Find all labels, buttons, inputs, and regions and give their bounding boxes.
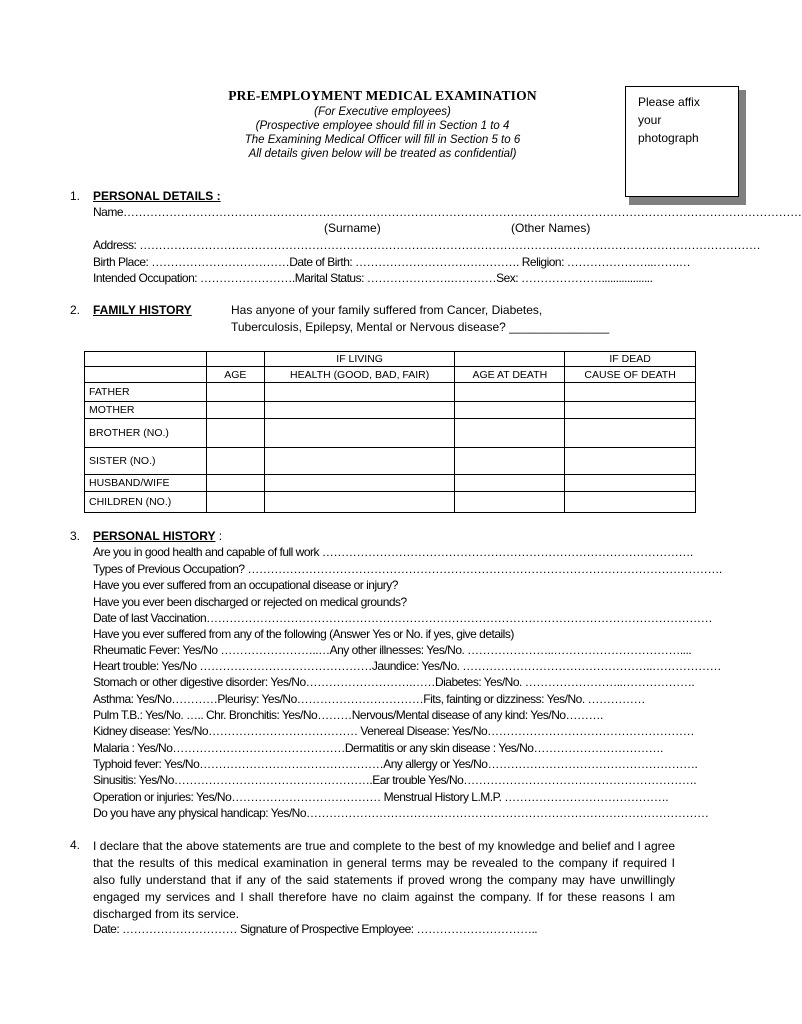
section-title-suffix: :: [215, 529, 223, 543]
table-input-cell[interactable]: [206, 383, 264, 402]
document-header: [180, 88, 585, 161]
history-line[interactable]: Kidney disease: Yes/No………………………………… Venereal Disease: Yes/No………………………………………………: [93, 724, 695, 738]
row-label: FATHER: [85, 383, 207, 402]
if-dead-header: IF DEAD: [565, 352, 696, 367]
table-input-cell[interactable]: [565, 492, 696, 513]
table-input-cell[interactable]: [455, 492, 565, 513]
photo-box-line: photograph: [638, 131, 699, 145]
history-line[interactable]: Are you in good health and capable of full work …………………………………………………………………………………….: [93, 545, 693, 559]
history-line[interactable]: Sinusitis: Yes/No…………………………………………….Ear trouble Yes/No…………………………………………………….: [93, 773, 697, 787]
table-row: [85, 492, 696, 513]
history-line[interactable]: Asthma: Yes/No…………Pleurisy: Yes/No……………………………Fits, fainting or dizziness: Yes/No. ……………: [93, 692, 646, 706]
photo-box-line: your: [638, 113, 662, 127]
if-living-header: IF LIVING: [264, 352, 455, 367]
table-input-cell[interactable]: [565, 402, 696, 419]
history-line[interactable]: Typhoid fever: Yes/No…………………………………………Any allergy or Yes/No……………………………………………….: [93, 757, 698, 771]
table-input-cell[interactable]: [455, 383, 565, 402]
occupation-status-field[interactable]: Intended Occupation: …………………….Marital Status: ………………….…………Sex: …………………..................: [93, 271, 653, 285]
name-field[interactable]: Name……………………………………………………………………………………………………………………………………………………………: [93, 205, 802, 219]
family-history-question: Has anyone of your family suffered from Cancer, Diabetes,: [231, 303, 543, 317]
history-line[interactable]: Operation or injuries: Yes/No………………………………… Menstrual History L.M.P. …………………………………….: [93, 790, 669, 804]
table-row: [85, 402, 696, 419]
table-input-cell[interactable]: [206, 448, 264, 475]
photo-box-line: Please affix: [638, 95, 700, 109]
table-row: [85, 475, 696, 492]
table-input-cell[interactable]: [565, 475, 696, 492]
history-line[interactable]: Heart trouble: Yes/No ………………………………………Jaundice: Yes/No. …………………………………………..………………: [93, 659, 721, 673]
subtitle-line: The Examining Medical Officer will fill in Section 5 to 6: [244, 134, 521, 146]
section-title-family-history: FAMILY HISTORY: [93, 303, 192, 317]
table-input-cell[interactable]: [565, 419, 696, 448]
date-signature-field[interactable]: Date: ………………………… Signature of Prospective Employee: …………………………..: [93, 922, 538, 936]
table-input-cell[interactable]: [264, 383, 455, 402]
photo-box: [625, 86, 739, 197]
declaration-text: I declare that the above statements are true and complete to the best of my knowledge and belief and I agree that the results of this medical examination in general terms may be revealed to the company if required I also fully understand that if any of the said statements if proved wrong the company may have unwillingly engaged my services and I shall therefore have no claim against the company. If for these reasons I am discharged from its service.: [93, 839, 675, 921]
table-cell: [85, 367, 207, 383]
table-header-row: [85, 352, 696, 367]
subtitle-line: (For Executive employees): [314, 106, 451, 118]
table-input-cell[interactable]: [455, 419, 565, 448]
history-line[interactable]: Types of Previous Occupation? …………………………………………………………………………………………………………….: [93, 562, 722, 576]
section-number: 3.: [70, 529, 81, 543]
table-input-cell[interactable]: [264, 402, 455, 419]
history-line[interactable]: Have you ever been discharged or rejected on medical grounds?: [93, 595, 407, 609]
history-line[interactable]: Malaria : Yes/No………………………………………Dermatitis or any skin disease : Yes/No…………………………….: [93, 741, 663, 755]
table-cell: [206, 352, 264, 367]
family-history-table: [84, 351, 696, 513]
table-row: [85, 383, 696, 402]
history-line[interactable]: Do you have any physical handicap: Yes/No……………………………………………………………………………………………: [93, 806, 709, 820]
table-input-cell[interactable]: [565, 383, 696, 402]
table-input-cell[interactable]: [565, 448, 696, 475]
table-input-cell[interactable]: [264, 492, 455, 513]
history-line[interactable]: Stomach or other digestive disorder: Yes/No……………………….……Diabetes: Yes/No. ……………………..……………….: [93, 675, 695, 689]
table-input-cell[interactable]: [455, 402, 565, 419]
document-title: PRE-EMPLOYMENT MEDICAL EXAMINATION: [228, 88, 537, 103]
row-label: MOTHER: [85, 402, 207, 419]
row-label: SISTER (NO.): [85, 448, 207, 475]
table-input-cell[interactable]: [455, 475, 565, 492]
table-input-cell[interactable]: [206, 475, 264, 492]
history-line[interactable]: Date of last Vaccination……………………………………………………………………………………………………………………: [93, 611, 713, 625]
section-number: 1.: [70, 189, 81, 203]
table-header-row: [85, 367, 696, 383]
table-input-cell[interactable]: [206, 419, 264, 448]
subtitle-line: (Prospective employee should fill in Section 1 to 4: [255, 120, 510, 132]
section-title-text: PERSONAL HISTORY: [93, 529, 216, 543]
column-header: AGE: [206, 367, 264, 383]
history-line[interactable]: Pulm T.B.: Yes/No. ….. Chr. Bronchitis: Yes/No………Nervous/Mental disease of any kind: Yes/No……….: [93, 708, 603, 722]
table-input-cell[interactable]: [264, 475, 455, 492]
table-input-cell[interactable]: [264, 448, 455, 475]
section-number: 4.: [70, 838, 81, 852]
column-header: AGE AT DEATH: [455, 367, 565, 383]
table-input-cell[interactable]: [455, 448, 565, 475]
other-names-label: (Other Names): [511, 221, 591, 235]
row-label: CHILDREN (NO.): [85, 492, 207, 513]
table-row: [85, 448, 696, 475]
birth-details-field[interactable]: Birth Place: ………………………………Date of Birth: ……………………………………. Religion: …………………..…….…: [93, 255, 691, 269]
row-label: HUSBAND/WIFE: [85, 475, 207, 492]
table-row: [85, 419, 696, 448]
table-cell: [85, 352, 207, 367]
column-header: HEALTH (GOOD, BAD, FAIR): [264, 367, 455, 383]
column-header: CAUSE OF DEATH: [565, 367, 696, 383]
table-cell: [455, 352, 565, 367]
table-input-cell[interactable]: [206, 402, 264, 419]
history-line[interactable]: Rheumatic Fever: Yes/No ……………………..…Any other illnesses: Yes/No. …………………..……………………………....: [93, 643, 692, 657]
table-input-cell[interactable]: [264, 419, 455, 448]
history-line: Have you ever suffered from any of the following (Answer Yes or No. if yes, give details): [93, 627, 514, 641]
subtitle-line: All details given below will be treated as confidential): [248, 148, 517, 160]
row-label: BROTHER (NO.): [85, 419, 207, 448]
section-title-personal-details: PERSONAL DETAILS :: [93, 189, 221, 203]
address-field[interactable]: Address: ………………………………………………………………………………………………………………………………………………: [93, 238, 761, 252]
surname-label: (Surname): [324, 221, 381, 235]
table-input-cell[interactable]: [206, 492, 264, 513]
family-history-question-answer[interactable]: Tuberculosis, Epilepsy, Mental or Nervous disease? _______________: [231, 320, 610, 334]
section-title-personal-history: [93, 529, 222, 543]
history-line[interactable]: Have you ever suffered from an occupational disease or injury?: [93, 578, 398, 592]
section-number: 2.: [70, 303, 81, 317]
